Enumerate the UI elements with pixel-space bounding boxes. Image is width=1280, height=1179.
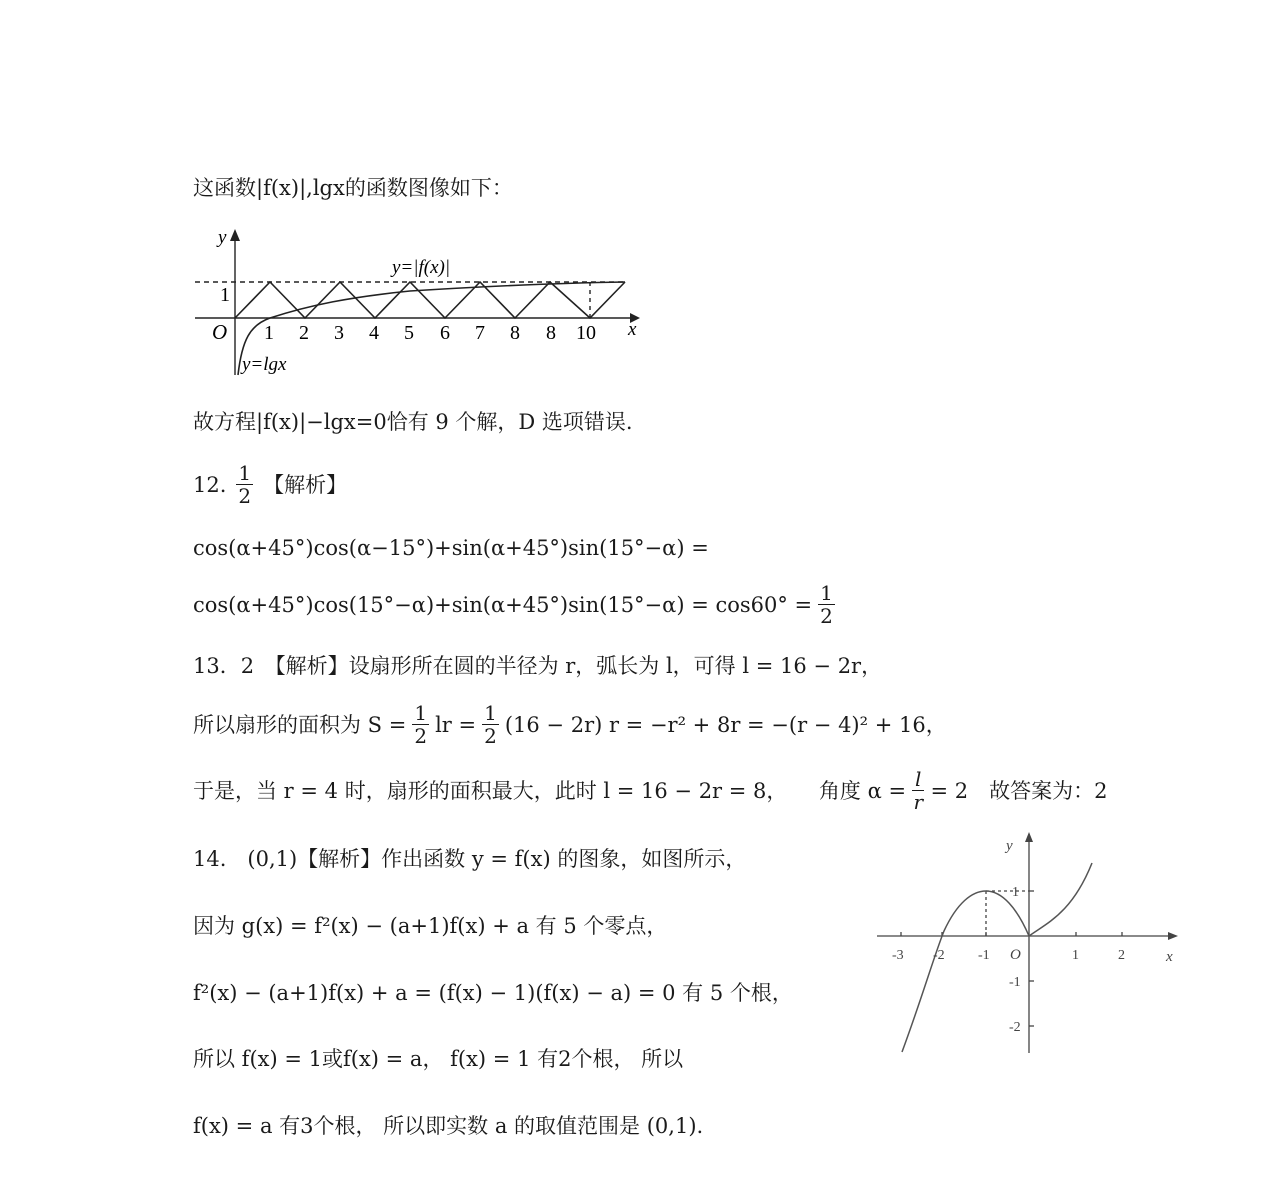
fraction-denominator: 2	[238, 484, 252, 508]
q13-line3-prefix: 于是，当 r = 4 时，扇形的面积最大，此时 l = 16 − 2r = 8， 角度 α =	[193, 778, 907, 803]
graph1-x-tick: 6	[440, 322, 450, 344]
fraction-denominator: r	[913, 790, 924, 814]
y-axis-arrow	[230, 229, 240, 241]
q13-line3-suffix: = 2 故答案为：2	[930, 778, 1108, 803]
graph1-x-tick: 3	[334, 322, 344, 344]
q13-half-fraction	[412, 702, 429, 747]
q12-answer-fraction	[236, 462, 253, 507]
graph1-x-tick: 2	[299, 322, 309, 344]
graph1-x-tick: 1	[264, 322, 274, 344]
fraction-numerator: 1	[414, 701, 428, 725]
q12-tag: 【解析】	[263, 472, 348, 497]
graph1-x-tick: 7	[475, 322, 485, 344]
graph2-y-tick: -2	[1009, 1020, 1021, 1035]
q13-line2-expr2: (16 − 2r) r = −r² + 8r = −(r − 4)² + 16，	[504, 712, 947, 737]
q13-line2-row	[193, 702, 947, 747]
graph1-x-tick: 8	[546, 322, 556, 344]
curve-abs-f	[235, 282, 625, 318]
graph-f-x	[872, 828, 1192, 1063]
graph2-x-tick: -1	[978, 948, 990, 963]
q13-line2-expr: lr =	[435, 712, 477, 737]
q14-line4: 所以 f(x) = 1或f(x) = a， f(x) = 1 有2个根， 所以	[193, 1047, 684, 1071]
curve-f	[902, 863, 1092, 1052]
x-axis-arrow	[1168, 932, 1178, 940]
q12-number: 12.	[193, 472, 227, 497]
q14-line2: 因为 g(x) = f²(x) − (a+1)f(x) + a 有 5 个零点，	[193, 914, 668, 938]
graph1-x-tick: 5	[404, 322, 414, 344]
fraction-numerator: 1	[820, 581, 833, 605]
fraction-denominator: 2	[414, 724, 428, 748]
fraction-denominator: 2	[820, 604, 833, 628]
intro-text: 这函数|f(x)|,lgx的函数图像如下：	[193, 176, 513, 200]
graph1-origin-label: O	[212, 320, 228, 344]
q13-half-fraction-2	[482, 702, 499, 747]
graph1-y-axis-label: y	[218, 227, 227, 248]
q13-line2-prefix: 所以扇形的面积为 S =	[193, 712, 407, 737]
conclusion-q11: 故方程|f(x)|−lgx=0恰有 9 个解，D 选项错误.	[193, 410, 633, 434]
graph2-y-axis-label: y	[1006, 838, 1013, 854]
fraction-numerator: l	[912, 768, 924, 791]
graph2-x-axis-label: x	[1166, 949, 1173, 965]
y-axis-arrow	[1025, 832, 1033, 842]
q12-heading	[193, 462, 347, 507]
graph2-y-tick: 1	[1012, 885, 1019, 900]
q13-line3-row	[193, 768, 1107, 813]
graph2-x-tick: -3	[892, 948, 904, 963]
graph-abs-f-and-lgx	[190, 225, 650, 385]
q12-line2: cos(α+45°)cos(15°−α)+sin(α+45°)sin(15°−α) = cos60° =	[193, 592, 813, 617]
q14-line1: 14. (0,1)【解析】作出函数 y = f(x) 的图象，如图所示，	[193, 847, 747, 871]
q13-line1: 13．2 【解析】设扇形所在圆的半径为 r，弧长为 l，可得 l = 16 − 2r，	[193, 654, 883, 678]
graph1-curve-abs-label: y=|f(x)|	[392, 257, 451, 278]
graph1-x-tick: 4	[369, 322, 379, 344]
graph1-x-tick: 8	[510, 322, 520, 344]
fraction-numerator: 1	[238, 461, 252, 485]
graph1-curve-log-label: y=lgx	[242, 354, 287, 375]
q13-angle-fraction	[912, 768, 924, 813]
q14-line5: f(x) = a 有3个根， 所以即实数 a 的取值范围是 (0,1).	[193, 1114, 704, 1138]
q12-line2-row	[193, 582, 835, 627]
graph1-x-axis-label: x	[628, 319, 637, 340]
curve-lgx	[238, 282, 625, 375]
graph2-origin-label: O	[1010, 947, 1021, 963]
fraction-numerator: 1	[484, 701, 497, 725]
q12-line1: cos(α+45°)cos(α−15°)+sin(α+45°)sin(15°−α) =	[193, 536, 709, 560]
fraction-denominator: 2	[484, 724, 497, 748]
graph2-x-tick: 2	[1118, 948, 1125, 963]
graph1-y-tick-1: 1	[220, 284, 230, 306]
graph2-y-tick: -1	[1009, 975, 1021, 990]
graph1-x-tick: 10	[576, 322, 596, 344]
graph2-x-tick: 1	[1072, 948, 1079, 963]
graph2-x-tick: -2	[933, 948, 945, 963]
q12-line2-fraction	[818, 582, 835, 627]
q14-line3: f²(x) − (a+1)f(x) + a = (f(x) − 1)(f(x) − a) = 0 有 5 个根，	[193, 981, 793, 1005]
